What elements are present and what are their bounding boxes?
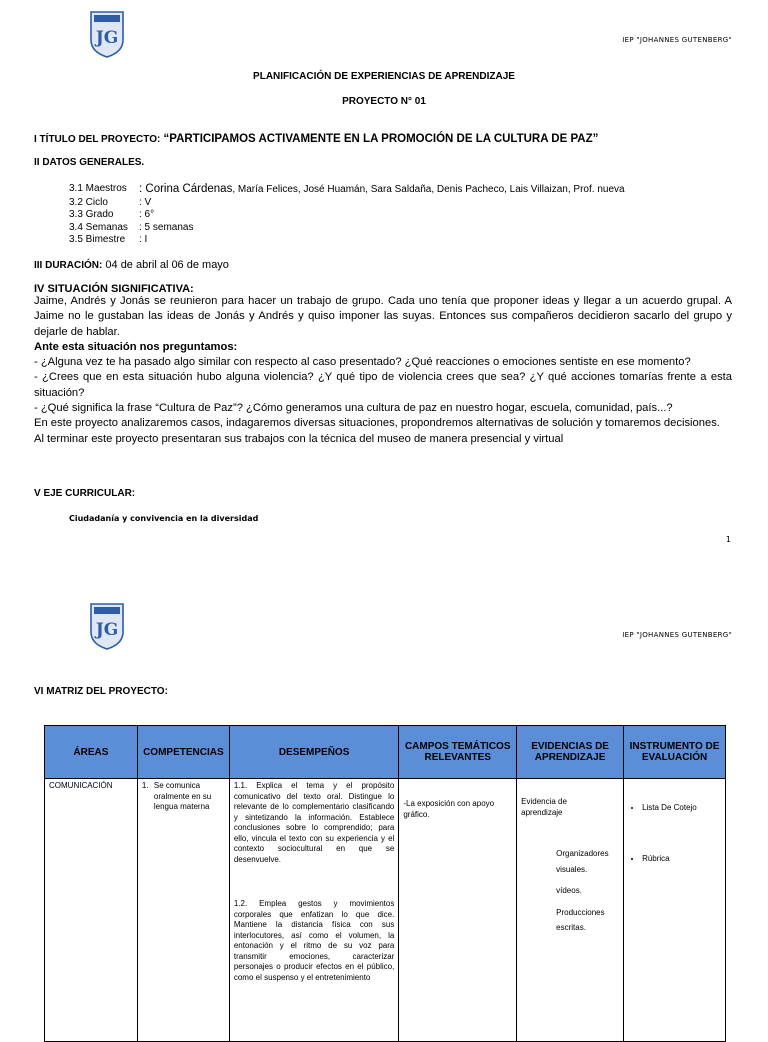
- datos-row: [69, 222, 625, 235]
- datos-value: : V: [139, 196, 152, 208]
- svg-text:JG: JG: [95, 28, 119, 48]
- cell-campos: [399, 779, 517, 1042]
- header-competencias: COMPETENCIAS: [137, 726, 229, 779]
- cell-evidencias: [517, 779, 624, 1042]
- cell-competencia: [137, 779, 229, 1042]
- evidencia-item: vídeos.: [556, 886, 582, 895]
- datos-value-main: : Corina Cárdenas: [139, 183, 233, 195]
- evidencia-item: Organizadores visuales.: [556, 849, 609, 874]
- eje-heading: V EJE CURRICULAR:: [34, 488, 136, 499]
- school-logo: [89, 602, 125, 650]
- project-number: PROYECTO N° 01: [342, 96, 426, 107]
- cell-instrumento: [624, 779, 726, 1042]
- pregunta-item: - ¿Crees que en esta situación hubo alguna violencia? ¿Y qué tipo de violencia crees que sea? ¿Y qué acciones tomarías frente a esta situación?: [34, 371, 732, 399]
- duracion: [34, 259, 229, 271]
- datos-label: 3.4 Semanas: [69, 221, 128, 233]
- evidencia-item: Producciones escritas.: [556, 907, 605, 932]
- table-header-row: [45, 726, 726, 779]
- cell-desempenos: [229, 779, 399, 1042]
- matriz-table: [44, 725, 726, 1042]
- datos-list: [69, 183, 625, 247]
- datos-value: : I: [139, 234, 148, 245]
- datos-label: 3.1 Maestros: [69, 183, 127, 194]
- competencia-text: Se comunica oralmente en su lengua materna: [153, 781, 212, 811]
- competencia-number: 1.: [141, 781, 149, 790]
- situacion-heading: IV SITUACIÓN SIGNIFICATIVA:: [34, 283, 194, 295]
- situacion-paragraph: En este proyecto analizaremos casos, indagaremos diversas situaciones, propondremos alternativas de solución y tomaremos decisiones.: [34, 417, 720, 430]
- datos-value: : 6°: [139, 209, 155, 220]
- datos-row: [69, 197, 625, 210]
- evidencia-title: Evidencia de aprendizaje: [521, 797, 567, 817]
- situacion-paragraph: Jaime, Andrés y Jonás se reunieron para hacer un trabajo de grupo. Cada uno tenía que proponer ideas y llegar a un acuerdo grupal. A Jaime no le gustaban las ideas de Jonás y Andrés y quiso imponer las suyas. Entonces sus compañeros decidieron sacarlo del grupo y dejarle de hablar.: [34, 295, 732, 338]
- school-name: IEP "JOHANNES GUTENBERG": [622, 36, 732, 44]
- datos-value: : 5 semanas: [139, 221, 194, 233]
- area-text: COMUNICACIÓN: [49, 781, 113, 790]
- school-logo: [89, 10, 125, 58]
- datos-value: , María Felices, José Huamán, Sara Saldaña, Denis Pacheco, Lais Villaizan, Prof. nueva: [232, 184, 625, 195]
- pregunta-item: - ¿Alguna vez te ha pasado algo similar con respecto al caso presentado? ¿Qué reacciones o emociones sentiste en ese momento?: [34, 356, 691, 369]
- duracion-value: 04 de abril al 06 de mayo: [102, 259, 229, 271]
- header-evidencias: EVIDENCIAS DE APRENDIZAJE: [517, 726, 624, 779]
- duracion-label: III DURACIÓN:: [34, 260, 103, 271]
- situacion-paragraph: Al terminar este proyecto presentaran sus trabajos con la técnica del museo de manera presencial y virtual: [34, 432, 564, 445]
- pregunta-item: - ¿Qué significa la frase “Cultura de Paz”? ¿Cómo generamos una cultura de paz en nuestro hogar, escuela, comunidad, país...?: [34, 402, 673, 415]
- desempeno-item: 1.1. Explica el tema y el propósito comunicativo del texto oral. Distingue lo relevante de lo complementario clasificando y sintetizando la información. Establece conclusiones sobre lo comprendido; para ello, vincula el texto con su experiencia y el contexto sociocultural en que se desenvuelve.: [233, 781, 395, 864]
- eje-value: Ciudadanía y convivencia en la diversidad: [69, 514, 259, 523]
- datos-row: [69, 209, 625, 222]
- matriz-heading: VI MATRIZ DEL PROYECTO:: [34, 686, 168, 697]
- situacion-body: [34, 294, 732, 447]
- datos-label: 3.2 Ciclo: [69, 196, 108, 208]
- header-desempenos: DESEMPEÑOS: [229, 726, 399, 779]
- project-title-value: “PARTICIPAMOS ACTIVAMENTE EN LA PROMOCIÓN DE LA CULTURA DE PAZ”: [160, 133, 599, 145]
- campo-text: -La exposición con apoyo gráfico.: [403, 799, 495, 819]
- preguntas-heading: Ante esta situación nos preguntamos:: [34, 340, 238, 353]
- datos-label: 3.3 Grado: [69, 209, 114, 220]
- page-number: 1: [725, 535, 731, 544]
- table-row: [45, 779, 726, 1042]
- instrumento-item: • Lista De Cotejo: [642, 803, 721, 814]
- project-title-label: I TÍTULO DEL PROYECTO:: [34, 134, 161, 145]
- project-title: [34, 133, 598, 145]
- datos-heading: II DATOS GENERALES.: [34, 157, 145, 168]
- datos-row: [69, 183, 625, 197]
- datos-row: [69, 234, 625, 247]
- header-campos: CAMPOS TEMÁTICOS RELEVANTES: [399, 726, 517, 779]
- header-areas: ÁREAS: [45, 726, 138, 779]
- school-name: IEP "JOHANNES GUTENBERG": [622, 631, 732, 639]
- desempeno-item: 1.2. Emplea gestos y movimientos corporales que enfatizan lo que dice. Mantiene la distancia física con sus interlocutores, así como el volumen, la entonación y el ritmo de su voz para transmitir emociones, caracterizar personajes o producir efectos en el público, como el suspenso y el entretenimiento: [233, 899, 395, 982]
- datos-label: 3.5 Bimestre: [69, 234, 126, 245]
- header-instrumento: INSTRUMENTO DE EVALUACIÓN: [624, 726, 726, 779]
- svg-text:JG: JG: [95, 620, 119, 640]
- instrumento-item: • Rúbrica: [642, 854, 721, 865]
- document-title: PLANIFICACIÓN DE EXPERIENCIAS DE APRENDIZAJE: [253, 71, 515, 82]
- cell-area: [45, 779, 138, 1042]
